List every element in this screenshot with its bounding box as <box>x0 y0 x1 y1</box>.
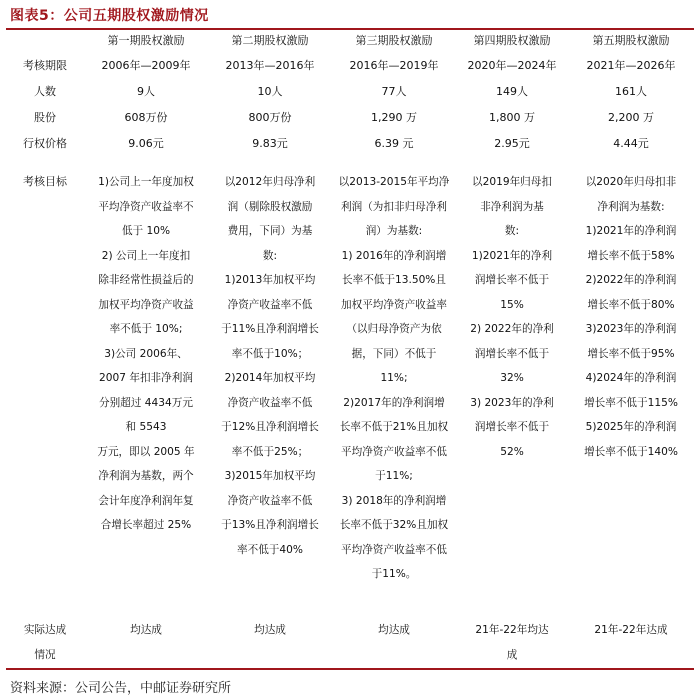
figure-title: 图表5：公司五期股权激励情况 <box>10 8 209 24</box>
price-phase-1: 9.06元 <box>128 137 164 150</box>
target-phase-5: 以2020年归母扣非 净利润为基数: 1)2021年的净利润 增长率不低于58% 2)2022年的净利润 增长率不低于80% 3)2023年的净利润 增长率不低于95% 4)2024年的净利润 增长率不低于115% 5)2025年的净利润 增长率不低于140% <box>584 176 678 458</box>
header-cell-phase-5: 第五期股权激励 <box>592 34 670 47</box>
actual-phase-3: 均达成 <box>378 624 410 636</box>
equity-incentive-table <box>6 30 694 668</box>
people-phase-4: 149人 <box>496 85 528 98</box>
shares-phase-3: 1,290 万 <box>371 111 417 124</box>
price-phase-2: 9.83元 <box>252 137 288 150</box>
row-label-people: 人数 <box>34 85 56 98</box>
header-cell-phase-2: 第二期股权激励 <box>231 34 309 47</box>
price-phase-3: 6.39 元 <box>374 137 414 150</box>
source-footer <box>6 668 694 700</box>
header-cell-phase-3: 第三期股权激励 <box>355 34 433 47</box>
figure-title-bar <box>6 0 694 30</box>
people-phase-5: 161人 <box>615 85 647 98</box>
row-label-shares: 股份 <box>34 111 56 124</box>
people-phase-1: 9人 <box>137 85 155 98</box>
people-phase-3: 77人 <box>381 85 407 98</box>
table-row-target <box>6 170 694 610</box>
table-row-actual <box>6 618 694 666</box>
row-label-target: 考核目标 <box>23 175 67 188</box>
row-label-price: 行权价格 <box>23 137 67 150</box>
target-phase-4: 以2019年归母扣 非净利润为基 数: 1)2021年的净利 润增长率不低于 15% 2) 2022年的净利 润增长率不低于 32% 3) 2023年的净利 润增长率不低于 52% <box>470 176 554 458</box>
target-phase-1: 1)公司上一年度加权 平均净资产收益率不 低于 10% 2) 公司上一年度扣 除非经常性损益后的 加权平均净资产收益 率不低于 10%; 3)公司 2006年、 2007 年扣非净利润 分别超过 4434万元 和 5543 万元，即以 2005 年 净利润为基数，两个 会计年度净利润年复 合增长率超过 25% <box>97 176 195 531</box>
shares-phase-1: 608万份 <box>124 111 168 124</box>
header-cell-empty <box>6 30 84 52</box>
actual-phase-2: 均达成 <box>254 624 286 636</box>
table-row-price <box>6 132 694 156</box>
target-phase-2: 以2012年归母净利 润（剔除股权激励 费用，下同）为基 数: 1)2013年加权平均 净资产收益率不低 于11%且净利润增长 率不低于10%； 2)2014年加权平均 净资产收益率不低 于12%且净利润增长 率不低于25%； 3)2015年加权平均 净资产收益率不低 于13%且净利润增长 率不低于40% <box>221 176 319 556</box>
price-phase-5: 4.44元 <box>613 137 649 150</box>
shares-phase-2: 800万份 <box>248 111 292 124</box>
period-phase-5: 2021年—2026年 <box>586 59 676 72</box>
header-cell-phase-1: 第一期股权激励 <box>107 34 185 47</box>
row-label-actual: 实际达成 情况 <box>23 624 67 661</box>
period-phase-2: 2013年—2016年 <box>225 59 315 72</box>
source-note: 资料来源：公司公告，中邮证券研究所 <box>10 681 232 696</box>
row-label-period: 考核期限 <box>23 59 67 72</box>
price-phase-4: 2.95元 <box>494 137 530 150</box>
actual-phase-1: 均达成 <box>130 624 162 636</box>
shares-phase-4: 1,800 万 <box>489 111 535 124</box>
table-header-row <box>6 30 694 52</box>
header-cell-phase-4: 第四期股权激励 <box>473 34 551 47</box>
table-row-people <box>6 80 694 104</box>
actual-phase-5: 21年-22年达成 <box>594 624 668 636</box>
period-phase-4: 2020年—2024年 <box>467 59 557 72</box>
table-row-shares <box>6 106 694 130</box>
period-phase-1: 2006年—2009年 <box>101 59 191 72</box>
shares-phase-5: 2,200 万 <box>608 111 654 124</box>
people-phase-2: 10人 <box>257 85 283 98</box>
actual-phase-4: 21年-22年均达 成 <box>475 624 549 661</box>
target-phase-3: 以2013-2015年平均净 利润（为扣非归母净利 润）为基数: 1) 2016年的净利润增 长率不低于13.50%且 加权平均净资产收益率 （以归母净资产为依 据，下同）不低于 11%; 2)2017年的净利润增 长率不低于21%且加权 平均净资产收益率不低 于11%; 3) 2018年的净利润增 长率不低于32%且加权 平均净资产收益率不低 于11%。 <box>338 176 450 580</box>
period-phase-3: 2016年—2019年 <box>349 59 439 72</box>
table-row-period <box>6 54 694 78</box>
